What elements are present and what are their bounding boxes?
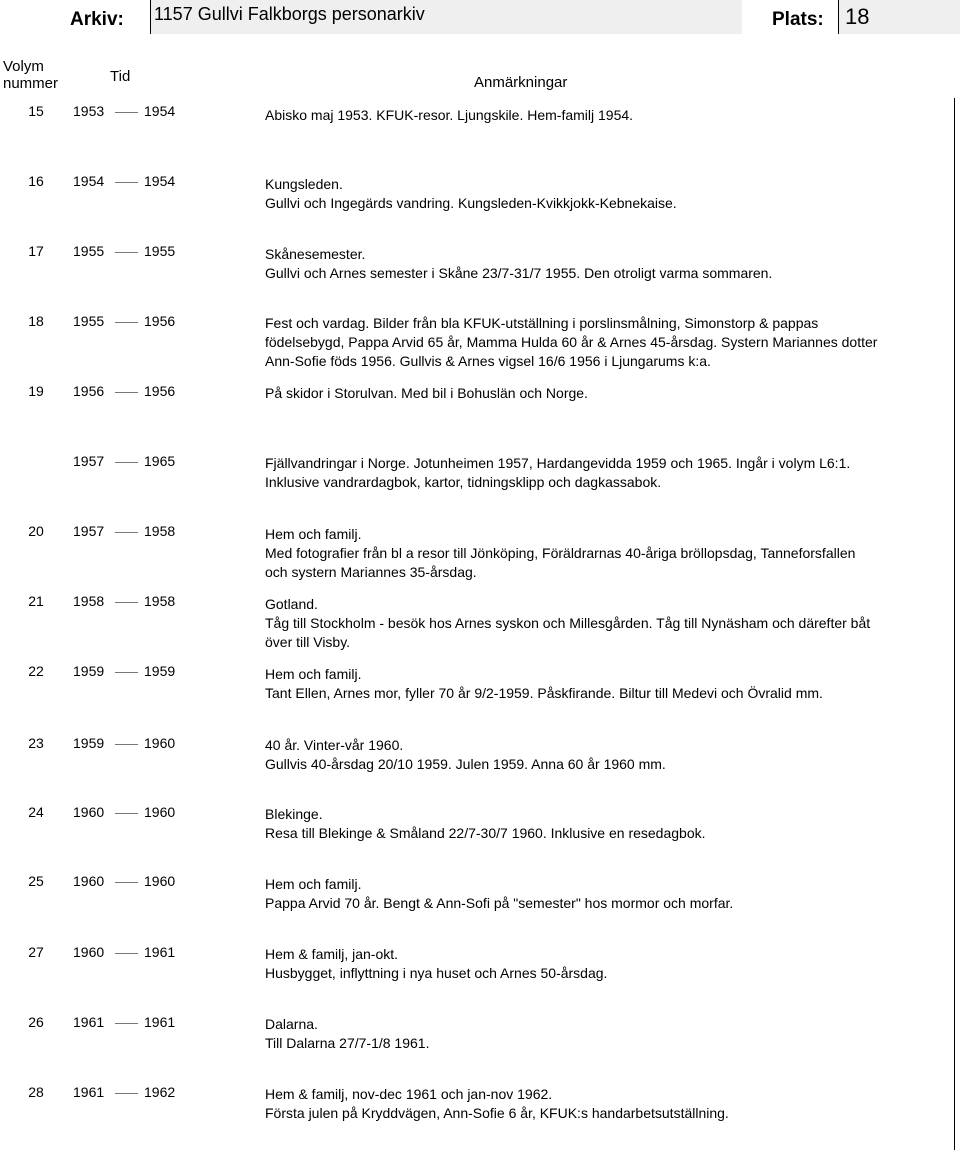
remark-line: Kungsleden. <box>265 176 343 192</box>
year-from: 1960 <box>73 873 105 889</box>
entry-remarks <box>265 736 945 774</box>
remark-line: födelsebygd, Pappa Arvid 65 år, Mamma Hulda 60 år & Arnes 45-årsdag. Systern Mariannes dotter <box>265 334 878 350</box>
column-volym <box>3 58 58 92</box>
year-range-dash <box>115 392 138 393</box>
year-from: 1955 <box>73 243 105 259</box>
remark-line: Hem och familj. <box>265 526 362 542</box>
remark-line: Resa till Blekinge & Småland 22/7-30/7 1960. Inklusive en resedagbok. <box>265 825 706 841</box>
year-from: 1957 <box>73 523 105 539</box>
entry-remarks <box>265 175 945 213</box>
year-to: 1954 <box>144 173 176 189</box>
year-range-dash <box>115 1023 138 1024</box>
entry-remarks <box>265 106 945 125</box>
entry-remarks <box>265 595 945 652</box>
entry-remarks <box>265 875 945 913</box>
column-volym-line2: nummer <box>3 75 59 92</box>
year-from: 1955 <box>73 313 105 329</box>
remark-line: Pappa Arvid 70 år. Bengt & Ann-Sofi på "semester" hos mormor och morfar. <box>265 895 734 911</box>
entry-remarks <box>265 245 945 283</box>
year-from: 1959 <box>73 735 105 751</box>
year-to: 1959 <box>144 663 176 679</box>
year-range-dash <box>115 672 138 673</box>
entry-remarks <box>265 525 945 582</box>
year-range-dash <box>115 462 138 463</box>
remark-line: Blekinge. <box>265 806 323 822</box>
year-to: 1958 <box>144 593 176 609</box>
volume-number: 24 <box>28 804 44 820</box>
remark-line: Gotland. <box>265 596 318 612</box>
year-from: 1961 <box>73 1014 105 1030</box>
year-from: 1953 <box>73 103 105 119</box>
remark-line: Abisko maj 1953. KFUK-resor. Ljungskile. Hem-familj 1954. <box>265 107 634 123</box>
remark-line: och systern Mariannes 35-årsdag. <box>265 564 477 580</box>
remark-line: Husbygget, inflyttning i nya huset och Arnes 50-årsdag. <box>265 965 608 981</box>
remark-line: Hem och familj. <box>265 876 362 892</box>
volume-number: 28 <box>28 1084 44 1100</box>
remark-line: Hem & familj, jan-okt. <box>265 946 399 962</box>
year-to: 1960 <box>144 873 176 889</box>
year-to: 1956 <box>144 313 176 329</box>
remark-line: Gullvi och Ingegärds vandring. Kungsleden-Kvikkjokk-Kebnekaise. <box>265 195 677 211</box>
entry-remarks <box>265 454 945 492</box>
year-to: 1958 <box>144 523 176 539</box>
remark-line: Med fotografier från bl a resor till Jönköping, Föräldrarnas 40-åriga bröllopsdag, Tanneforsfallen <box>265 545 856 561</box>
remark-line: Första julen på Kryddvägen, Ann-Sofie 6 år, KFUK:s handarbetsutställning. <box>265 1105 729 1121</box>
year-from: 1960 <box>73 804 105 820</box>
remark-line: över till Visby. <box>265 634 351 650</box>
year-range-dash <box>115 532 138 533</box>
year-to: 1960 <box>144 804 176 820</box>
entry-remarks <box>265 314 945 371</box>
year-to: 1961 <box>144 944 176 960</box>
remark-line: Tant Ellen, Arnes mor, fyller 70 år 9/2-1959. Påskfirande. Biltur till Medevi och Övralid mm. <box>265 685 823 701</box>
remark-line: Hem & familj, nov-dec 1961 och jan-nov 1962. <box>265 1086 553 1102</box>
year-to: 1956 <box>144 383 176 399</box>
remark-line: Skånesemester. <box>265 246 366 262</box>
entry-remarks <box>265 1085 945 1123</box>
remark-line: Tåg till Stockholm - besök hos Arnes syskon och Millesgården. Tåg till Nynäsham och därefter båt <box>265 615 871 631</box>
year-from: 1958 <box>73 593 105 609</box>
year-to: 1962 <box>144 1084 176 1100</box>
year-range-dash <box>115 1093 138 1094</box>
year-from: 1954 <box>73 173 105 189</box>
plats-value-box <box>838 0 960 34</box>
column-volym-line1: Volym <box>3 58 44 75</box>
volume-number: 27 <box>28 944 44 960</box>
year-range-dash <box>115 182 138 183</box>
year-range-dash <box>115 602 138 603</box>
remark-line: Fjällvandringar i Norge. Jotunheimen 1957, Hardangevidda 1959 och 1965. Ingår i volym L6:1. <box>265 455 851 471</box>
arkiv-value: 1157 Gullvi Falkborgs personarkiv <box>154 4 425 24</box>
year-range-dash <box>115 252 138 253</box>
column-tid: Tid <box>110 68 131 85</box>
entry-remarks <box>265 665 945 703</box>
year-range-dash <box>115 953 138 954</box>
arkiv-label: Arkiv: <box>70 9 124 30</box>
remark-line: Gullvis 40-årsdag 20/10 1959. Julen 1959. Anna 60 år 1960 mm. <box>265 756 666 772</box>
year-from: 1957 <box>73 453 105 469</box>
remark-line: Till Dalarna 27/7-1/8 1961. <box>265 1035 430 1051</box>
year-from: 1956 <box>73 383 105 399</box>
year-to: 1960 <box>144 735 176 751</box>
remark-line: Hem och familj. <box>265 666 362 682</box>
volume-number: 22 <box>28 663 44 679</box>
year-from: 1959 <box>73 663 105 679</box>
volume-number: 18 <box>28 313 44 329</box>
entry-remarks <box>265 945 945 983</box>
volume-number: 23 <box>28 735 44 751</box>
volume-number: 15 <box>28 103 44 119</box>
remark-line: Gullvi och Arnes semester i Skåne 23/7-31/7 1955. Den otroligt varma sommaren. <box>265 265 773 281</box>
year-range-dash <box>115 882 138 883</box>
volume-number: 25 <box>28 873 44 889</box>
remark-line: Ann-Sofie föds 1956. Gullvis & Arnes vigsel 16/6 1956 i Ljungarums k:a. <box>265 353 711 369</box>
year-range-dash <box>115 813 138 814</box>
year-to: 1954 <box>144 103 176 119</box>
volume-number: 26 <box>28 1014 44 1030</box>
remark-line: 40 år. Vinter-vår 1960. <box>265 737 404 753</box>
arkiv-value-box <box>150 0 742 34</box>
year-to: 1961 <box>144 1014 176 1030</box>
year-from: 1961 <box>73 1084 105 1100</box>
year-from: 1960 <box>73 944 105 960</box>
year-range-dash <box>115 112 138 113</box>
volume-number: 21 <box>28 593 44 609</box>
volume-number: 19 <box>28 383 44 399</box>
year-range-dash <box>115 744 138 745</box>
year-to: 1955 <box>144 243 176 259</box>
entry-remarks <box>265 805 945 843</box>
remark-line: Dalarna. <box>265 1016 318 1032</box>
remark-line: Fest och vardag. Bilder från bla KFUK-utställning i porslinsmålning, Simonstorp & pappas <box>265 315 819 331</box>
remark-line: Inklusive vandrardagbok, kartor, tidningsklipp och dagkassabok. <box>265 474 662 490</box>
plats-label: Plats: <box>772 9 824 30</box>
volume-number: 20 <box>28 523 44 539</box>
volume-number: 17 <box>28 243 44 259</box>
year-range-dash <box>115 322 138 323</box>
year-to: 1965 <box>144 453 176 469</box>
entry-remarks <box>265 384 945 403</box>
volume-number: 16 <box>28 173 44 189</box>
entry-remarks <box>265 1015 945 1053</box>
right-border-line <box>954 98 955 1150</box>
column-anmarkningar: Anmärkningar <box>474 74 568 91</box>
plats-value: 18 <box>845 4 870 29</box>
remark-line: På skidor i Storulvan. Med bil i Bohuslän och Norge. <box>265 385 588 401</box>
